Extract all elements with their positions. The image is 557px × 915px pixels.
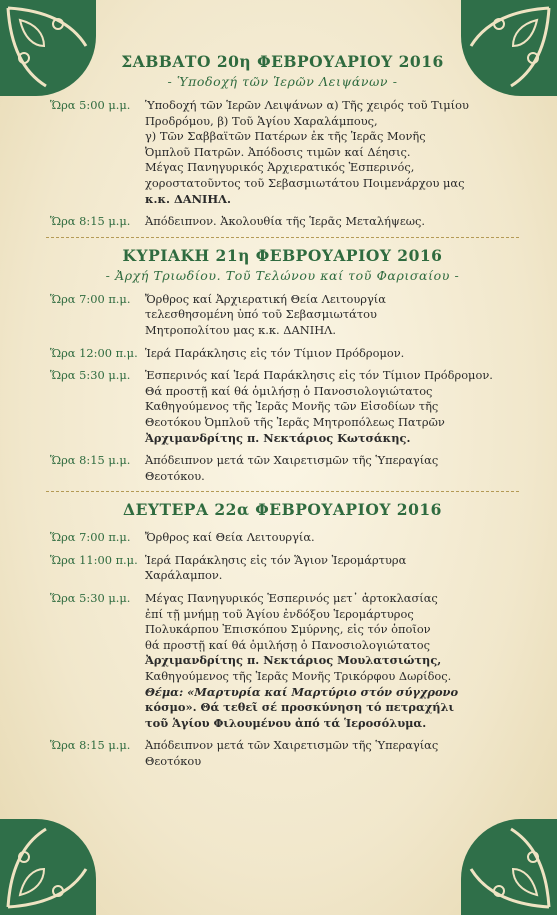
day-subtitle: - Ἀρχή Τριωδίου. Τοῦ Τελώνου καί τοῦ Φαρισαίου - xyxy=(105,267,460,283)
entry-text xyxy=(145,530,515,546)
section-divider xyxy=(46,237,519,238)
entry-line: Ἑσπερινός καί Ἱερά Παράκλησις εἰς τόν Τίμιον Πρόδρομον. xyxy=(145,368,493,383)
entry-line: χοροστατοῦντος τοῦ Σεβασμιωτάτου Ποιμενάρχου μας xyxy=(145,175,465,190)
day-section-saturday xyxy=(50,52,515,230)
day-title: ΔΕΥΤΕΡΑ 22α ΦΕΒΡΟΥΑΡΙΟΥ 2016 xyxy=(123,500,442,520)
day-subtitle: - Ὑποδοχή τῶν Ἱερῶν Λειψάνων - xyxy=(167,74,398,89)
entry-text xyxy=(145,98,515,207)
entry-time: Ὥρα 11:00 π.μ. xyxy=(50,552,138,567)
entry-line: τοῦ Ἁγίου Φιλουμένου ἀπό τά Ἱεροσόλυμα. xyxy=(145,715,427,730)
entry-line: Ἱερά Παράκλησις εἰς τόν Τίμιον Πρόδρομον. xyxy=(145,345,405,360)
entry-line: Καθηγούμενος τῆς Ἱερᾶς Μονῆς τῶν Εἰσοδίων τῆς xyxy=(145,399,439,414)
entry-text xyxy=(145,292,515,339)
entry-line: Μέγας Πανηγυρικός Ἑσπερινός μετ᾽ ἀρτοκλασίας xyxy=(145,591,438,606)
entry-line: Ἀπόδειπνον μετά τῶν Χαιρετισμῶν τῆς Ὑπεραγίας xyxy=(145,738,439,753)
entry-text xyxy=(145,214,515,230)
ornament-corner-bottom-left xyxy=(0,819,96,915)
ornament-corner-bottom-right xyxy=(461,819,557,915)
entry-time: Ὥρα 8:15 μ.μ. xyxy=(50,738,131,753)
schedule-entry xyxy=(50,214,515,230)
entry-time: Ὥρα 12:00 π.μ. xyxy=(50,345,138,360)
day-section-sunday xyxy=(50,246,515,485)
section-divider xyxy=(46,491,519,492)
entry-line: κ.κ. ΔΑΝΙΗΛ. xyxy=(145,191,231,206)
entry-line: Ἀρχιμανδρίτης π. Νεκτάριος Κωτσάκης. xyxy=(145,430,411,445)
entry-line: Χαράλαμπον. xyxy=(145,568,223,583)
schedule-entry xyxy=(50,292,515,339)
schedule-entry xyxy=(50,453,515,484)
entry-line: Θεοτόκου. xyxy=(145,468,205,483)
entry-text xyxy=(145,591,515,731)
entry-line: Μητροπολίτου μας κ.κ. ΔΑΝΙΗΛ. xyxy=(145,322,336,337)
entry-line: Ἀπόδειπνον. Ἀκολουθία τῆς Ἱερᾶς Μεταλήψεως. xyxy=(145,214,426,229)
entry-line: Ὀμπλοῦ Πατρῶν. Ἀπόδοσις τιμῶν καί Δέησις. xyxy=(145,144,411,159)
entry-time: Ὥρα 5:30 μ.μ. xyxy=(50,368,131,383)
entry-text xyxy=(145,738,515,769)
schedule-entry xyxy=(50,591,515,731)
entry-line: Ἀρχιμανδρίτης π. Νεκτάριος Μουλατσιώτης, xyxy=(145,653,442,668)
entry-line: ἐπί τῇ μνήμῃ τοῦ Ἁγίου ἐνδόξου Ἱερομάρτυρος xyxy=(145,606,414,621)
entry-time: Ὥρα 7:00 π.μ. xyxy=(50,291,131,306)
entry-time: Ὥρα 7:00 π.μ. xyxy=(50,530,131,545)
entry-line: Πολυκάρπου Ἐπισκόπου Σμύρνης, εἰς τόν ὁποῖον xyxy=(145,622,431,637)
entry-line: κόσμο». Θά τεθεῖ σέ προσκύνηση τό πετραχήλι xyxy=(145,700,454,715)
schedule-entry xyxy=(50,98,515,207)
entry-line: Ἱερά Παράκλησις εἰς τόν Ἅγιον Ἱερομάρτυρα xyxy=(145,552,407,567)
entry-line: Καθηγούμενος τῆς Ἱερᾶς Μονῆς Τρικόρφου Δωρίδος. xyxy=(145,669,452,684)
entry-time: Ὥρα 8:15 μ.μ. xyxy=(50,214,131,229)
entry-line: γ) Τῶν Σαββαϊτῶν Πατέρων ἐκ τῆς Ἱερᾶς Μονῆς xyxy=(145,129,426,144)
schedule-entry xyxy=(50,346,515,362)
entry-line: Προδρόμου, β) Τοῦ Ἁγίου Χαραλάμπους, xyxy=(145,113,378,128)
entry-line: Ὄρθρος καί Θεία Λειτουργία. xyxy=(145,530,315,545)
entry-line: Ὄρθρος καί Ἀρχιερατική Θεία Λειτουργία xyxy=(145,291,386,306)
schedule-entry xyxy=(50,530,515,546)
schedule-entry xyxy=(50,553,515,584)
program-content xyxy=(50,52,515,777)
day-section-monday xyxy=(50,500,515,769)
entry-line: Ὑποδοχή τῶν Ἱερῶν Λειψάνων α) Τῆς χειρός τοῦ Τιμίου xyxy=(145,98,469,112)
entry-line: Θεοτόκου xyxy=(145,754,202,768)
entry-line: θά προστῇ καί θά ὁμιλήσῃ ὁ Πανοσιολογιώτατος xyxy=(145,637,430,652)
entry-line: Θά προστῇ καί θά ὁμιλήσῃ ὁ Πανοσιολογιώτατος xyxy=(145,383,433,398)
entry-time: Ὥρα 8:15 μ.μ. xyxy=(50,453,131,468)
entry-line: Ἀπόδειπνον μετά τῶν Χαιρετισμῶν τῆς Ὑπεραγίας xyxy=(145,453,439,468)
entry-time: Ὥρα 5:30 μ.μ. xyxy=(50,591,131,606)
schedule-entry xyxy=(50,738,515,769)
entry-text xyxy=(145,368,515,446)
day-title: ΚΥΡΙΑΚΗ 21η ΦΕΒΡΟΥΑΡΙΟΥ 2016 xyxy=(122,245,443,265)
entry-time: Ὥρα 5:00 μ.μ. xyxy=(50,98,131,112)
entry-text xyxy=(145,553,515,584)
entry-line: Μέγας Πανηγυρικός Ἀρχιερατικός Ἑσπερινός, xyxy=(145,160,415,175)
entry-line: Θέμα: «Μαρτυρία καί Μαρτύριο στόν σύγχρονο xyxy=(145,684,459,699)
entry-line: Θεοτόκου Ὀμπλοῦ τῆς Ἱερᾶς Μητροπόλεως Πατρῶν xyxy=(145,414,445,429)
entry-text xyxy=(145,453,515,484)
entry-line: τελεσθησομένη ὑπό τοῦ Σεβασμιωτάτου xyxy=(145,307,377,322)
day-title: ΣΑΒΒΑΤΟ 20η ΦΕΒΡΟΥΑΡΙΟΥ 2016 xyxy=(121,52,444,71)
schedule-entry xyxy=(50,368,515,446)
entry-text xyxy=(145,346,515,362)
